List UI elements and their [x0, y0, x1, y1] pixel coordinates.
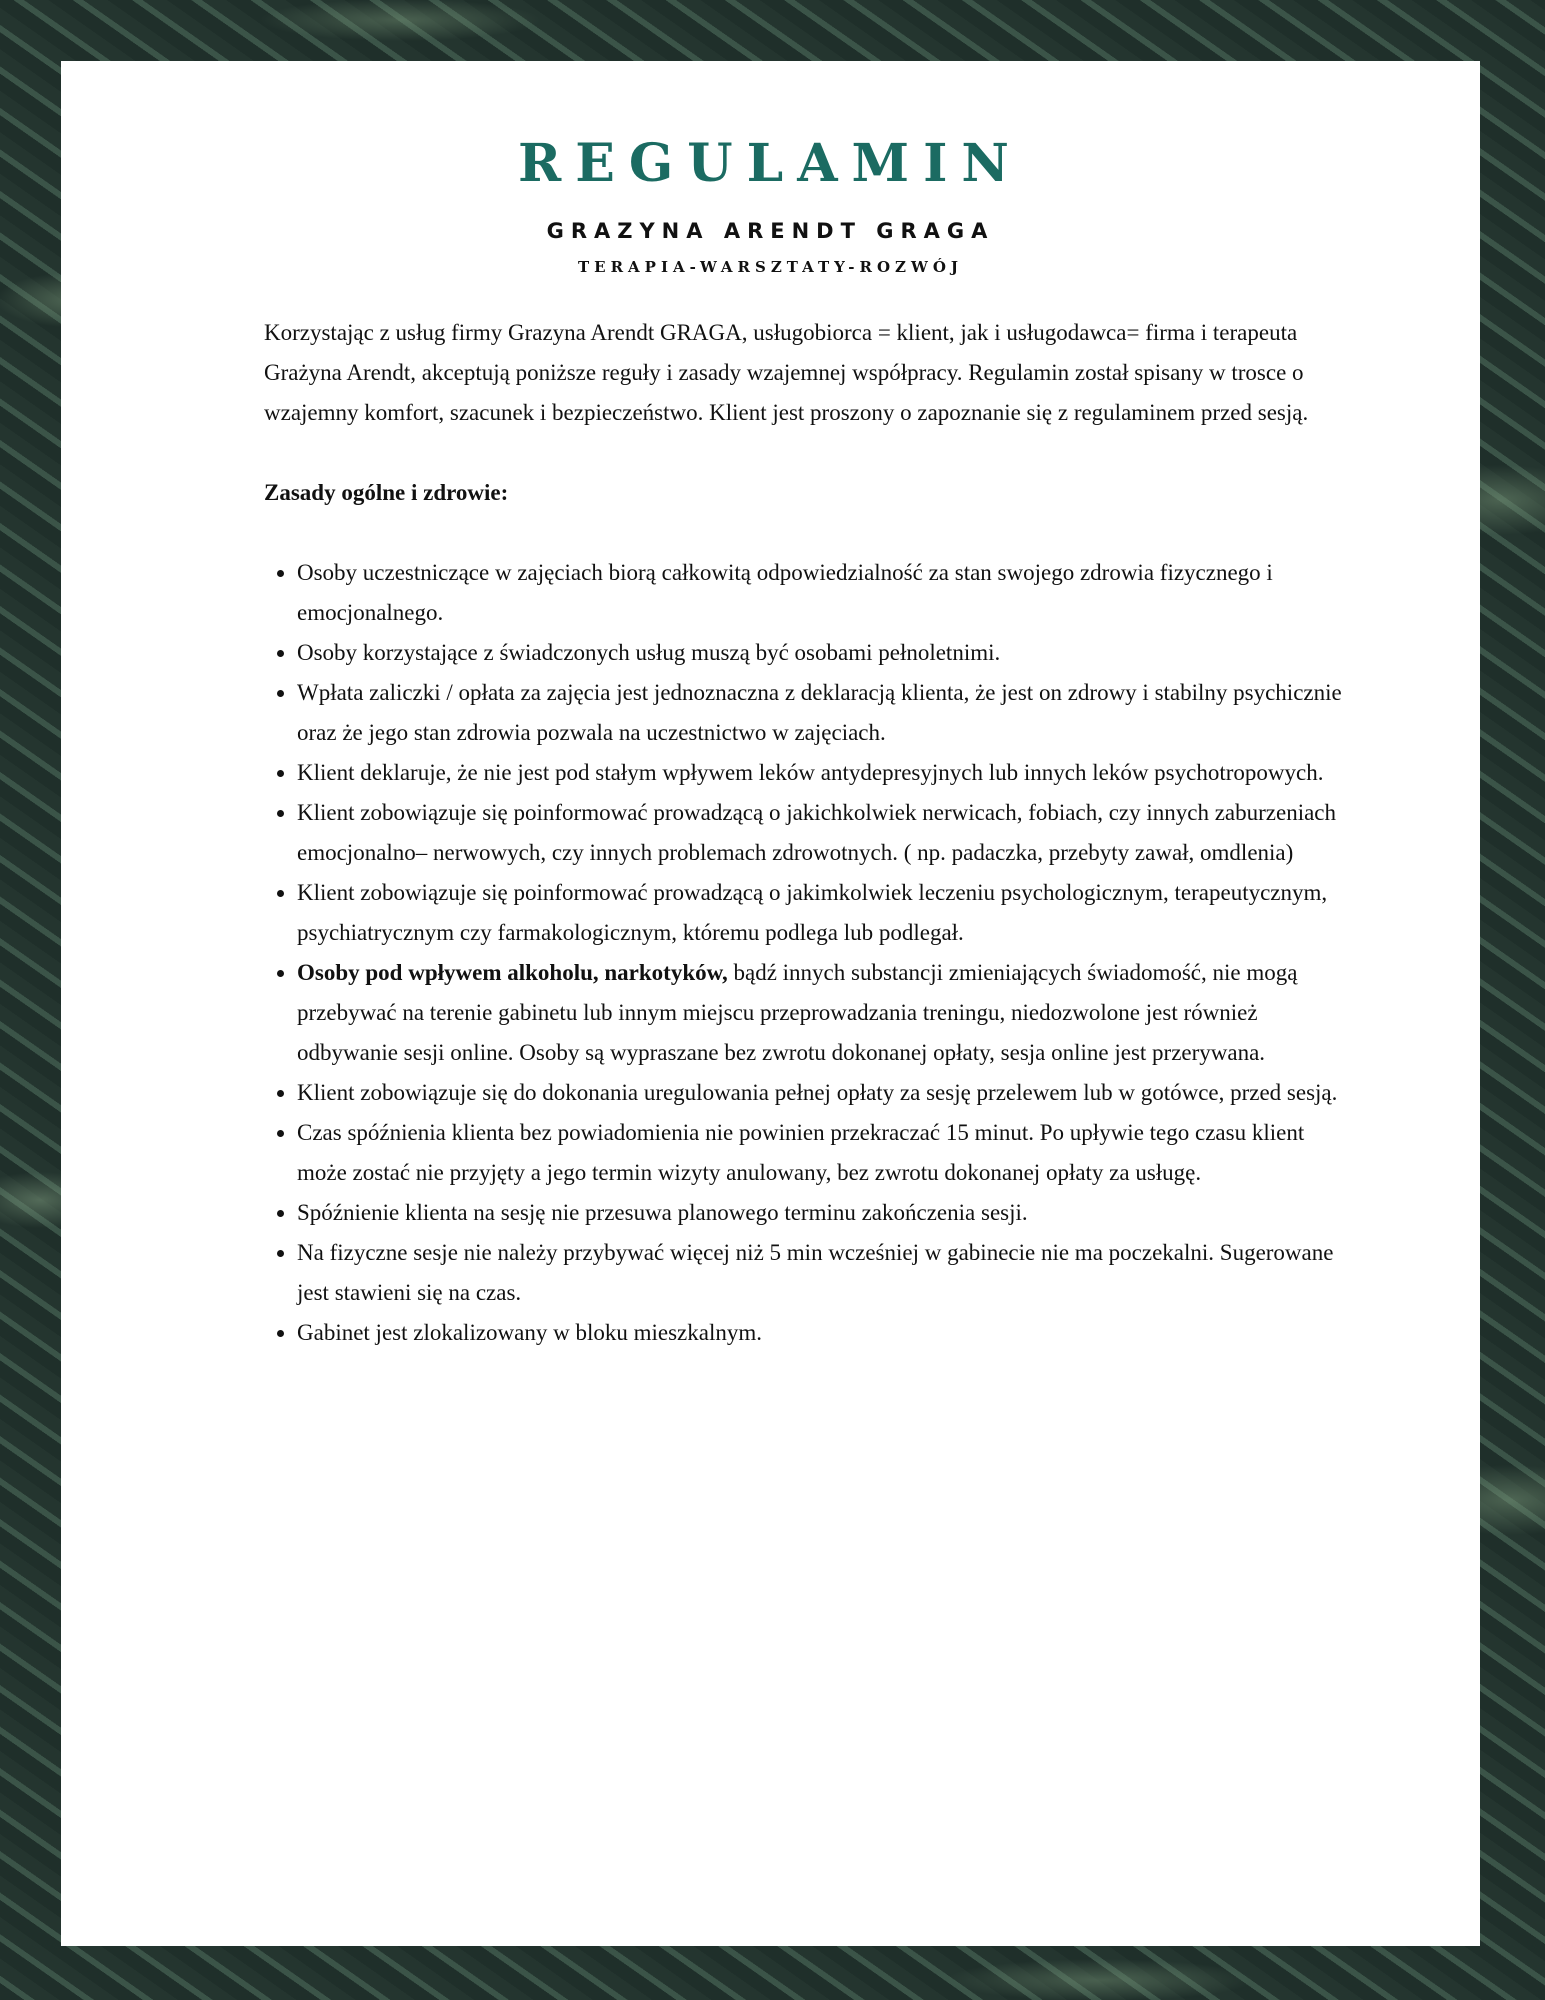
bold-phrase: Osoby pod wpływem alkoholu, narkotyków,: [297, 960, 728, 985]
list-item: • Spóźnienie klienta na sesję nie przesuwa planowego terminu zakończenia sesji.: [297, 1193, 1354, 1233]
list-item: • Klient deklaruje, że nie jest pod stałym wpływem leków antydepresyjnych lub innych leków psychotropowych.: [297, 753, 1354, 793]
list-item: • Klient zobowiązuje się do dokonania uregulowania pełnej opłaty za sesję przelewem lub w gotówce, przed sesją.: [297, 1073, 1354, 1113]
list-item: • Osoby korzystające z świadczonych usług muszą być osobami pełnoletnimi.: [297, 633, 1354, 673]
section-heading: Zasady ogólne i zdrowie:: [264, 480, 509, 505]
rules-list: [264, 553, 1354, 1353]
list-item: • Na fizyczne sesje nie należy przybywać więcej niż 5 min wcześniej w gabinecie nie ma poczekalni. Sugerowane jest stawieni się na czas.: [297, 1233, 1354, 1313]
list-item: • Osoby pod wpływem alkoholu, narkotyków, bądź innych substancji zmieniających świadomość, nie mogą przebywać na terenie gabinetu lub innym miejscu przeprowadzania treningu, niedozwolone jest również odbywanie sesji online. Osoby są wypraszane bez zwrotu dokonanej opłaty, sesja online jest przerywana.: [297, 953, 1354, 1073]
document-body: [264, 313, 1354, 1353]
list-item: • Czas spóźnienia klienta bez powiadomienia nie powinien przekraczać 15 minut. Po upływie tego czasu klient może zostać nie przyjęty a jego termin wizyty anulowany, bez zwrotu dokonanej opłaty za usługę.: [297, 1113, 1354, 1193]
page-title: REGULAMIN: [518, 133, 1023, 194]
intro-paragraph: Korzystając z usług firmy Grazyna Arendt GRAGA, usługobiorca = klient, jak i usługodawca= firma i terapeuta Grażyna Arendt, akceptują poniższe reguły i zasady wzajemnej współpracy. Regulamin został spisany w trosce o wzajemny komfort, szacunek i bezpieczeństwo. Klient jest proszony o zapoznanie się z regulaminem przed sesją.: [264, 320, 1309, 425]
list-item: • Klient zobowiązuje się poinformować prowadzącą o jakichkolwiek nerwicach, fobiach, czy innych zaburzeniach emocjonalno– nerwowych, czy innych problemach zdrowotnych. ( np. padaczka, przebyty zawał, omdlenia): [297, 793, 1354, 873]
company-name: GRAZYNA ARENDT GRAGA: [546, 219, 995, 243]
list-item: • Wpłata zaliczki / opłata za zajęcia jest jednoznaczna z deklaracją klienta, że jest on zdrowy i stabilny psychicznie oraz że jego stan zdrowia pozwala na uczestnictwo w zajęciach.: [297, 673, 1354, 753]
list-item: • Osoby uczestniczące w zajęciach biorą całkowitą odpowiedzialność za stan swojego zdrowia fizycznego i emocjonalnego.: [297, 553, 1354, 633]
list-item: • Gabinet jest zlokalizowany w bloku mieszkalnym.: [297, 1313, 1354, 1353]
list-item: • Klient zobowiązuje się poinformować prowadzącą o jakimkolwiek leczeniu psychologicznym, terapeutycznym, psychiatrycznym czy farmakologicznym, któremu podlega lub podlegał.: [297, 873, 1354, 953]
tagline: TERAPIA-WARSZTATY-ROZWÓJ: [577, 258, 964, 276]
